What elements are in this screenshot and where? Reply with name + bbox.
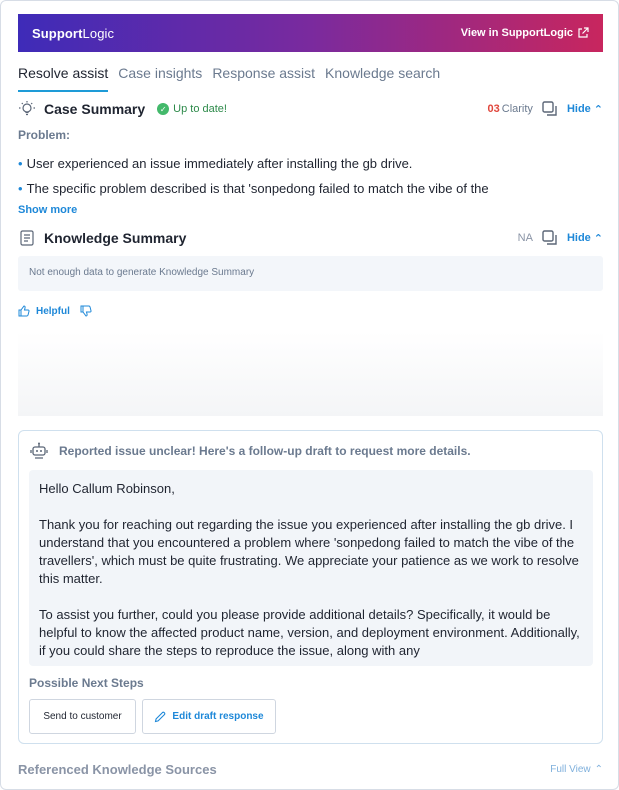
show-more-link[interactable]: Show more [18,204,78,216]
tab-case-insights[interactable]: Case insights [118,65,203,81]
brand-logo: SupportLogic [32,25,115,41]
check-icon: ✓ [157,103,169,115]
robot-icon [29,441,49,461]
draft-greeting: Hello Callum Robinson, [39,481,175,496]
knowledge-summary-title: Knowledge Summary [44,230,187,246]
follow-up-draft-card [18,430,603,744]
knowledge-summary-header [18,229,603,247]
tab-bar [18,65,450,92]
thumbs-down-icon[interactable] [80,305,92,317]
knowledge-summary-empty: Not enough data to generate Knowledge Summary [18,256,603,291]
chevron-up-icon: ⌃ [593,103,603,116]
case-summary-title: Case Summary [44,101,146,117]
list-item: • User experienced an issue immediately after installing the gb drive. [18,156,413,171]
status-badge: ✓ Up to date! [157,103,227,115]
problem-bullets [18,151,588,199]
pencil-icon [154,711,166,723]
next-steps-label: Possible Next Steps [29,676,144,690]
chevron-up-icon: ⌃ [593,232,603,245]
copy-icon[interactable] [541,100,559,118]
tab-response-assist[interactable]: Response assist [212,65,316,81]
fade-divider [18,331,603,416]
draft-card-header [29,441,471,461]
case-summary-header [18,100,603,118]
copy-icon[interactable] [541,229,559,247]
thumbs-up-icon[interactable] [18,305,30,317]
clarity-score: 03 [487,103,500,115]
feedback-row [18,305,92,317]
knowledge-summary-hide-button[interactable]: Hide ⌃ [566,232,603,245]
draft-heading: Reported issue unclear! Here's a follow-up draft to request more details. [59,444,471,458]
external-link-icon [577,27,589,39]
case-summary-hide-button[interactable]: Hide ⌃ [566,103,603,116]
lightbulb-icon [18,100,36,118]
helpful-button[interactable]: Helpful [36,305,70,317]
view-in-supportlogic-link[interactable]: View in SupportLogic [461,27,589,39]
clarity-label: Clarity [501,103,533,115]
tab-resolve-assist[interactable]: Resolve assist [18,65,108,92]
problem-label: Problem: [18,128,71,142]
draft-response-text[interactable] [29,470,593,666]
tab-knowledge-search[interactable]: Knowledge search [325,65,441,81]
referenced-knowledge-sources-header [18,762,603,777]
send-to-customer-button[interactable]: Send to customer [29,699,136,734]
knowledge-score: NA [517,232,533,244]
chevron-up-icon: ⌃ [594,764,603,775]
referenced-sources-title: Referenced Knowledge Sources [18,762,217,777]
draft-paragraph: Thank you for reaching out regarding the issue you experienced after installing the gb drive. I understand that you encountered a problem where 'sonpedong failed to match the vibe of the travellers', which must be quite frustrating. We appreciate your patience as we work to resolve this matter. [39,517,579,586]
list-item: • The specific problem described is that 'sonpedong failed to match the vibe of the [18,181,489,196]
full-view-button[interactable]: Full View ⌃ [550,764,603,775]
document-icon [18,229,36,247]
draft-paragraph: To assist you further, could you please provide additional details? Specifically, it would be helpful to know the affected product name, version, and deployment environment. Additionally, if you could share the steps to reproduce the issue, along with any [39,607,580,658]
edit-draft-response-button[interactable]: Edit draft response [142,699,276,734]
header-banner [18,14,603,52]
